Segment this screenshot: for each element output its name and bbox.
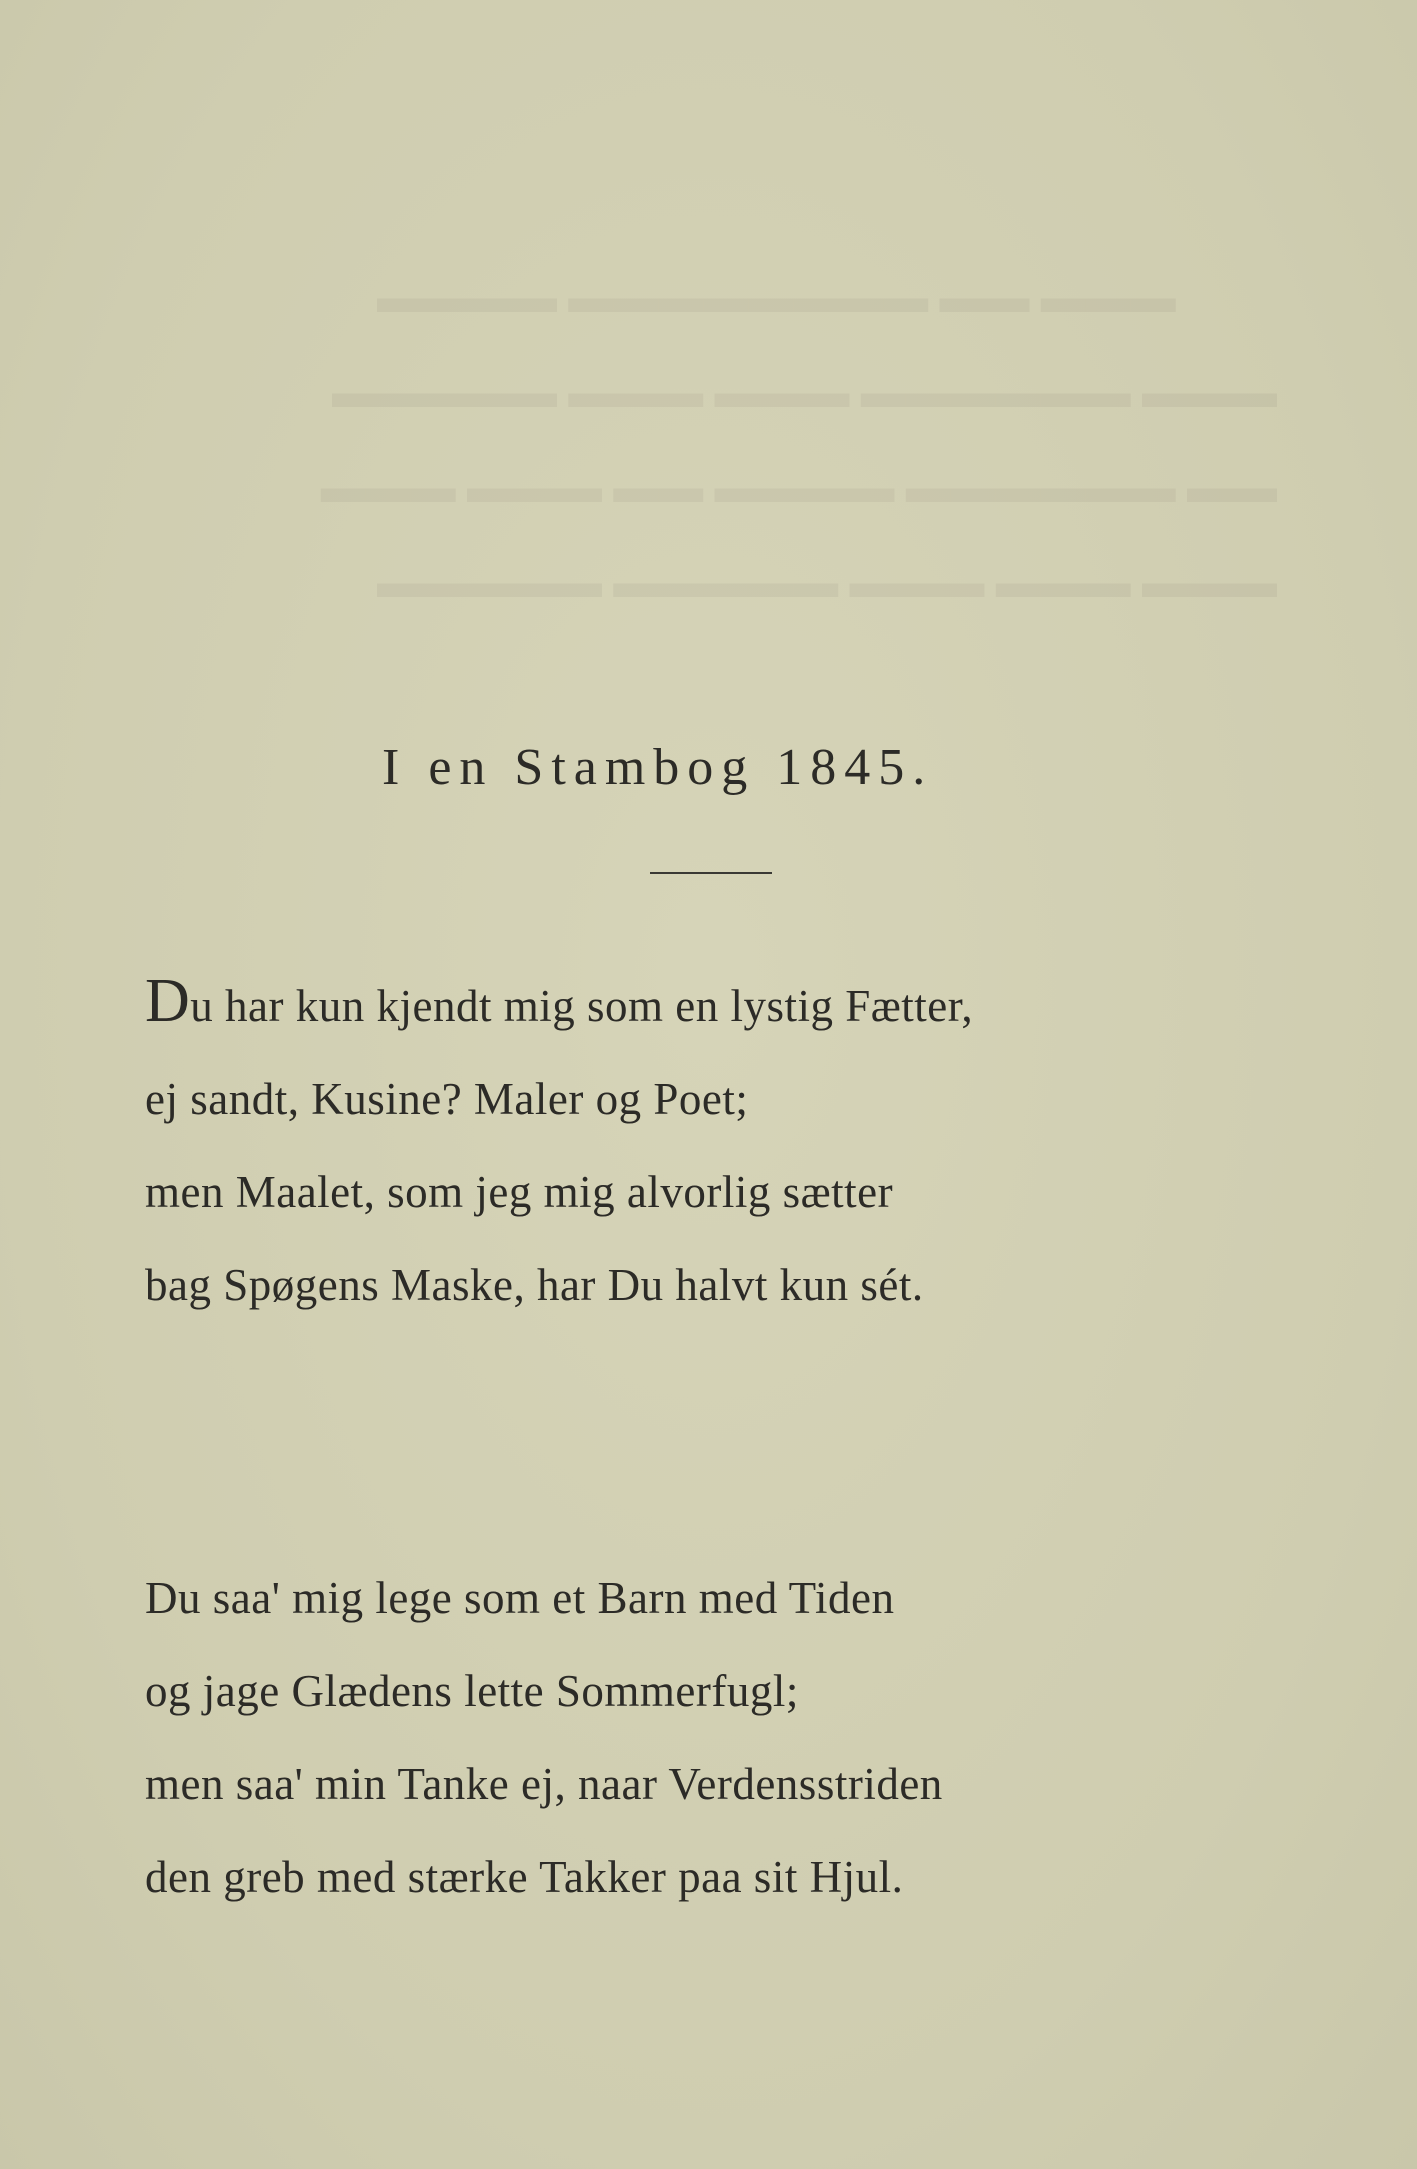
verse-line <box>145 960 973 1053</box>
verse-line-text: u har kun kjendt mig som en lystig Fætter, <box>190 981 974 1031</box>
drop-cap: D <box>145 967 191 1035</box>
stanza-1 <box>145 960 973 1332</box>
verse-line: den greb med stærke Takker paa sit Hjul. <box>145 1852 904 1902</box>
stanza-2 <box>145 1552 943 1924</box>
poem-title: I en Stambog 1845. <box>382 739 934 796</box>
show-through-text: ▬▬▬ ▬▬ ▬▬▬▬▬▬▬▬ ▬▬▬▬ ▬▬▬ ▬▬▬▬▬▬ ▬▬▬ ▬▬▬ ▬▬▬▬▬ ▬▬ ▬▬▬▬▬▬ ▬▬▬▬ ▬▬ ▬▬▬ ▬▬▬ ▬▬▬ ▬▬▬ ▬▬▬ ▬▬▬▬▬ ▬▬▬▬▬ <box>320 272 1277 607</box>
verse-line: ej sandt, Kusine? Maler og Poet; <box>145 1074 749 1124</box>
verse-line: men Maalet, som jeg mig alvorlig sætter <box>145 1167 894 1217</box>
verse-line: bag Spøgens Maske, har Du halvt kun sét. <box>145 1260 924 1310</box>
verse-line: og jage Glædens lette Sommerfugl; <box>145 1666 799 1716</box>
verse-line: Du saa' mig lege som et Barn med Tiden <box>145 1573 895 1623</box>
title-divider <box>650 872 772 874</box>
verse-line: men saa' min Tanke ej, naar Verdensstriden <box>145 1759 943 1809</box>
